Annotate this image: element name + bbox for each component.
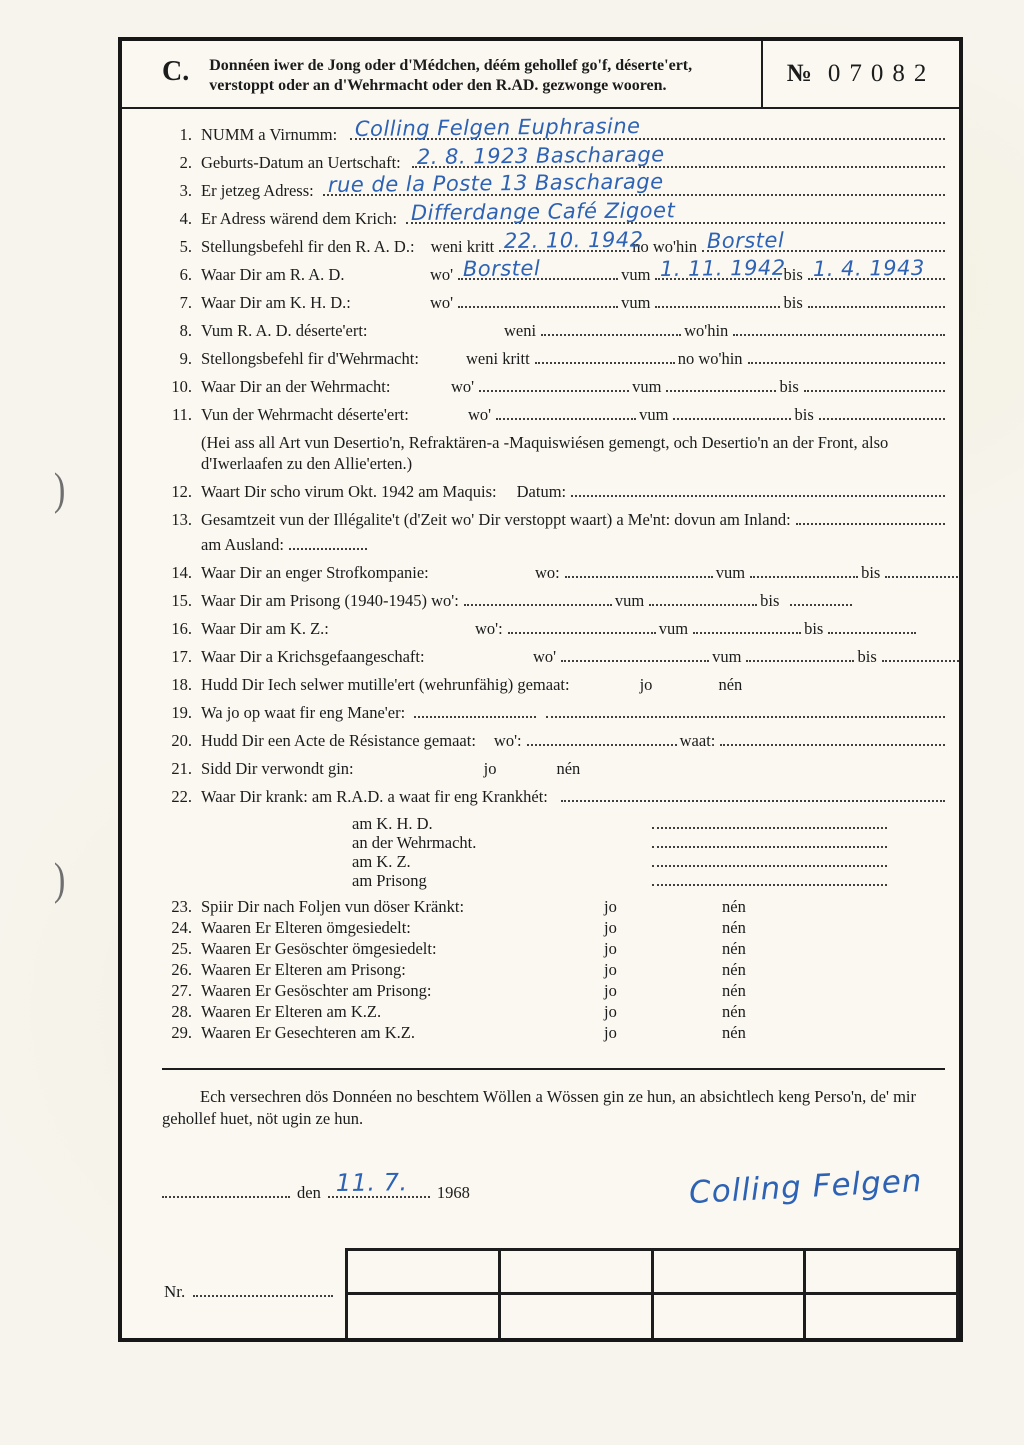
- handwritten-entry: 22. 10. 1942: [504, 227, 644, 253]
- dotted-line: [571, 485, 945, 497]
- answer-line: [406, 198, 945, 225]
- form-row: [162, 1023, 945, 1042]
- printed-label: bis: [804, 619, 824, 639]
- dotted-line: [527, 734, 677, 746]
- dotted-line: [464, 594, 612, 606]
- form-row: [162, 759, 945, 779]
- item-number: 4.: [179, 208, 192, 228]
- row-content: [201, 377, 945, 397]
- dotted-line: [652, 836, 887, 848]
- printed-label: Waaren Er Elteren am Prisong:: [201, 960, 406, 980]
- printed-label: am K. Z.: [352, 852, 411, 872]
- row-content: [201, 482, 945, 502]
- dotted-line: [541, 324, 681, 336]
- printed-label: Er jetzeg Adress:: [201, 180, 314, 200]
- item-number: 7.: [179, 292, 192, 312]
- item-number: 23.: [171, 897, 192, 917]
- form-row: [162, 918, 945, 937]
- printed-label: Waar Dir am R. A. D.: [201, 264, 345, 284]
- item-number: 13.: [171, 510, 192, 530]
- table-cell: [348, 1295, 501, 1339]
- form-header: [122, 41, 959, 109]
- form-row: [162, 591, 945, 611]
- answer-line: [702, 228, 945, 253]
- printed-label: bis: [783, 292, 803, 312]
- printed-label: Waar Dir a Krichsgefaangeschaft:: [201, 647, 425, 667]
- form-row: [162, 377, 945, 397]
- row-content: [201, 1023, 945, 1042]
- option-label: jo: [604, 981, 617, 1001]
- form-row: [162, 227, 945, 257]
- row-content: [201, 563, 945, 583]
- option-label: nén: [722, 981, 746, 1001]
- printed-label: an der Wehrmacht.: [352, 833, 477, 853]
- dotted-line: [666, 380, 776, 392]
- printed-label: Waar Dir an der Wehrmacht:: [201, 376, 391, 396]
- printed-label: bis: [783, 264, 803, 284]
- form-row: [162, 349, 945, 369]
- item-number: 17.: [171, 647, 192, 667]
- item-number: 29.: [171, 1023, 192, 1043]
- bottom-table: [345, 1248, 959, 1338]
- printed-label: Geburts-Datum an Uertschaft:: [201, 152, 401, 172]
- table-cell: [501, 1295, 654, 1339]
- table-cell: [806, 1295, 959, 1339]
- spacer: [501, 773, 553, 774]
- item-number: 5.: [179, 236, 192, 256]
- form-row: [162, 872, 945, 890]
- form-frame: [118, 37, 963, 1342]
- item-number: 12.: [171, 482, 192, 502]
- spacer: [201, 828, 349, 829]
- dotted-line: [508, 622, 656, 634]
- spacer: [201, 847, 349, 848]
- row-content: [201, 787, 945, 807]
- printed-label: nén: [718, 675, 743, 695]
- spacer: [201, 885, 349, 886]
- printed-label: wo': [533, 647, 557, 667]
- row-content: [201, 321, 945, 341]
- dotted-line: [535, 352, 675, 364]
- dotted-line: [750, 566, 858, 578]
- printed-label: Vum R. A. D. déserte'ert:: [201, 320, 368, 340]
- item-number: 21.: [171, 759, 192, 779]
- printed-label: Er Adress wärend dem Krich:: [201, 208, 398, 228]
- declaration-text: Ech versechren dös Donnéen no beschtem Wöllen a Wössen gin ze hun, an absichtlech keng Perso'n, de' mir gehollef huet, nöt ugin ze hun.: [162, 1087, 917, 1129]
- printed-label: Sidd Dir verwondt gin:: [201, 759, 354, 779]
- printed-label: no wo'hin: [632, 236, 698, 256]
- dotted-line: [561, 650, 709, 662]
- dotted-line: [673, 408, 791, 420]
- row-content: [201, 759, 945, 779]
- dotted-line: [720, 734, 945, 746]
- item-number: 3.: [179, 180, 192, 200]
- dotted-line: [496, 408, 636, 420]
- item-number: 20.: [171, 731, 192, 751]
- form-row: [162, 1002, 945, 1021]
- punch-hole-mark: ): [53, 463, 66, 514]
- table-cell: [654, 1251, 807, 1295]
- row-content: [201, 510, 945, 530]
- form-row: [162, 731, 945, 751]
- item-number: 2.: [179, 152, 192, 172]
- footer-divider: [162, 1068, 945, 1070]
- option-label: jo: [604, 1002, 617, 1022]
- numero-sign: №: [786, 59, 812, 87]
- header-description: Donnéen iwer de Jong oder d'Médchen, déém gehollef go'f, déserte'ert, verstoppt oder an d'Wehrmacht oder den R.AD. gezwonge wooren.: [209, 57, 693, 95]
- form-row: [162, 563, 945, 583]
- printed-label: Gesamtzeit vun der Illégalite't (d'Zeit wo' Dir verstoppt waart) a Me'nt: dovun am Inland:: [201, 510, 791, 530]
- option-label: nén: [722, 960, 746, 980]
- spacer: [536, 717, 546, 718]
- item-number: 14.: [171, 563, 192, 583]
- form-row: [162, 198, 945, 229]
- printed-label: jo: [483, 759, 497, 779]
- form-row: [162, 853, 945, 871]
- form-row: [162, 787, 945, 807]
- dotted-line: [882, 650, 963, 662]
- dotted-line: [655, 296, 780, 308]
- form-row: [162, 535, 945, 555]
- form-row: [162, 321, 945, 341]
- form-row: [162, 113, 945, 145]
- printed-label: wo': [468, 404, 492, 424]
- row-content: [201, 731, 945, 751]
- form-row: [162, 293, 945, 313]
- form-row: [162, 960, 945, 979]
- handwritten-entry: 2. 8. 1923 Bascharage: [416, 142, 665, 169]
- item-number: 11.: [171, 404, 192, 424]
- printed-label: weni: [504, 320, 537, 340]
- answer-line: [350, 113, 945, 141]
- form-row: [162, 647, 945, 667]
- item-number: 26.: [171, 960, 192, 980]
- section-letter: C.: [162, 56, 190, 87]
- printed-label: bis: [779, 376, 799, 396]
- dotted-line: [746, 650, 854, 662]
- printed-label: Waaren Er Gesöschter am Prisong:: [201, 981, 432, 1001]
- row-content: [201, 1002, 945, 1021]
- handwritten-entry: 1. 11. 1942: [660, 255, 787, 281]
- date-prefix: den: [297, 1182, 321, 1202]
- row-content: [201, 981, 945, 1000]
- table-cell: [348, 1251, 501, 1295]
- row-content: [201, 960, 945, 979]
- row-content: [201, 897, 945, 916]
- item-number: 8.: [179, 320, 192, 340]
- table-cell: [806, 1251, 959, 1295]
- printed-label: am K. H. D.: [352, 814, 433, 834]
- printed-label: Stellongsbefehl fir d'Wehrmacht:: [201, 348, 419, 368]
- item-number: 25.: [171, 939, 192, 959]
- handwritten-date: 11. 7.: [335, 1167, 408, 1197]
- printed-label: weni kritt: [430, 236, 495, 256]
- row-content: [201, 815, 945, 833]
- dotted-line: [748, 352, 945, 364]
- printed-label: wo':: [475, 619, 503, 639]
- printed-label: Waar Dir am K. Z.:: [201, 619, 329, 639]
- row-content: [201, 853, 945, 871]
- spacer: [657, 689, 715, 690]
- row-content: [201, 918, 945, 937]
- handwritten-entry: Differdange Café Zigoet: [410, 198, 676, 225]
- form-row: [162, 939, 945, 958]
- spacer: [359, 773, 481, 774]
- handwritten-entry: Borstel: [462, 256, 541, 281]
- printed-label: wo':: [493, 731, 522, 751]
- printed-label: Hudd Dir Iech selwer mutille'ert (wehrunfähig) gemaat:: [201, 675, 570, 695]
- form-row: [162, 897, 945, 916]
- spacer: [481, 745, 491, 746]
- option-label: nén: [722, 1002, 746, 1022]
- dotted-line: [733, 324, 945, 336]
- dotted-line: [414, 706, 536, 718]
- date-year: 1968: [436, 1182, 470, 1202]
- form-row: [162, 510, 945, 530]
- form-body: [122, 109, 959, 1203]
- option-label: jo: [604, 1023, 617, 1043]
- row-content: [201, 675, 945, 695]
- dotted-line: [693, 622, 801, 634]
- spacer: [201, 866, 349, 867]
- option-label: nén: [722, 939, 746, 959]
- dotted-line: [808, 296, 945, 308]
- dotted-line: [561, 790, 945, 802]
- item-number: 28.: [171, 1002, 192, 1022]
- printed-label: Hudd Dir een Acte de Résistance gemaat:: [201, 731, 476, 751]
- form-row: [162, 482, 945, 502]
- spacer: [553, 801, 561, 802]
- form-row: [162, 675, 945, 695]
- row-content: [201, 619, 945, 639]
- row-content: [201, 293, 945, 313]
- printed-label: Stellungsbefehl fir den R. A. D.:: [201, 236, 415, 256]
- printed-label: (Hei ass all Art vun Desertio'n, Refraktären-a -Maquiswiésen gemengt, och Desertio'n an der Front, also d'Iwerlaafen zu den Allie'erten.): [201, 432, 889, 473]
- row-content: [201, 834, 945, 852]
- printed-label: no wo'hin: [677, 348, 743, 368]
- row-content: [201, 872, 945, 890]
- printed-label: Waart Dir scho virum Okt. 1942 am Maquis:: [201, 482, 497, 502]
- item-number: 18.: [171, 675, 192, 695]
- dotted-line: [565, 566, 713, 578]
- printed-label: Waar Dir krank: am R.A.D. a waat fir eng Krankhét:: [201, 787, 548, 807]
- row-content: [201, 405, 945, 425]
- printed-label: wo': [430, 292, 454, 312]
- printed-label: wo:: [535, 563, 560, 583]
- item-number: 15.: [171, 591, 192, 611]
- dotted-line: [162, 1186, 290, 1198]
- form-row: [162, 981, 945, 1000]
- printed-label: wo': [430, 264, 454, 284]
- form-row: [162, 169, 945, 201]
- printed-label: bis: [760, 591, 780, 611]
- printed-label: NUMM a Virnumm:: [201, 124, 338, 144]
- printed-label: Waaren Er Gesechteren am K.Z.: [201, 1023, 415, 1043]
- row-content: [201, 647, 945, 667]
- serial-number: 07082: [827, 59, 936, 87]
- option-label: jo: [604, 897, 617, 917]
- row-content: [201, 939, 945, 958]
- row-content: [201, 227, 945, 257]
- printed-label: am Ausland:: [201, 535, 284, 555]
- printed-label: Waar Dir an enger Strofkompanie:: [201, 563, 429, 583]
- spacer: [502, 496, 514, 497]
- row-content: [201, 591, 945, 611]
- dotted-line: [885, 566, 963, 578]
- form-row: [162, 703, 945, 723]
- dotted-line: [819, 408, 945, 420]
- item-number: 16.: [171, 619, 192, 639]
- dotted-line: [479, 380, 629, 392]
- handwritten-signature: Colling Felgen: [688, 1162, 924, 1212]
- printed-label: vum: [621, 292, 651, 312]
- option-label: nén: [722, 897, 746, 917]
- handwritten-entry: Colling Felgen Euphrasine: [354, 113, 641, 141]
- form-row: [162, 815, 945, 833]
- answer-line: [808, 255, 945, 281]
- handwritten-entry: rue de la Poste 13 Bascharage: [327, 169, 664, 197]
- printed-label: vum: [639, 404, 669, 424]
- punch-hole-mark: ): [53, 853, 66, 904]
- dotted-line: [649, 594, 757, 606]
- printed-label: Vun der Wehrmacht déserte'ert:: [201, 404, 409, 424]
- dotted-line: [828, 622, 916, 634]
- nr-line: [164, 1282, 333, 1302]
- printed-label: Spiir Dir nach Foljen vun döser Kränkt:: [201, 897, 465, 917]
- printed-label: vum: [621, 264, 651, 284]
- item-number: 27.: [171, 981, 192, 1001]
- printed-label: Waar Dir am K. H. D.:: [201, 292, 351, 312]
- printed-label: Datum:: [516, 482, 567, 502]
- printed-label: am Prisong: [352, 871, 427, 891]
- dotted-line: [804, 380, 945, 392]
- form-row: [162, 619, 945, 639]
- printed-label: vum: [712, 647, 742, 667]
- spacer: [575, 689, 637, 690]
- dotted-line: [652, 817, 887, 829]
- printed-label: Waaren Er Elteren ömgesiedelt:: [201, 918, 411, 938]
- item-number: 9.: [179, 348, 192, 368]
- dotted-line: [652, 874, 887, 886]
- dotted-line: [289, 538, 367, 550]
- row-content: [201, 169, 945, 201]
- printed-label: vum: [658, 619, 689, 639]
- answer-line: [655, 255, 787, 281]
- printed-label: bis: [794, 404, 814, 424]
- printed-label: bis: [857, 647, 877, 667]
- dotted-line: [790, 594, 852, 606]
- printed-label: vum: [715, 563, 746, 583]
- item-number: 6.: [179, 264, 192, 284]
- row-content: [201, 113, 945, 145]
- dotted-line: [546, 706, 945, 718]
- dotted-line: [796, 513, 945, 525]
- answer-line: [499, 227, 644, 253]
- handwritten-entry: 1. 4. 1943: [812, 255, 925, 281]
- header-left: [122, 41, 761, 107]
- row-content: [201, 349, 945, 369]
- printed-label: bis: [861, 563, 881, 583]
- form-row: [162, 405, 945, 425]
- form-row: [162, 255, 945, 285]
- date-answer-line: [328, 1167, 430, 1198]
- row-content: [201, 703, 945, 723]
- row-content: [201, 198, 945, 229]
- table-cell: [654, 1295, 807, 1339]
- form-row: [162, 834, 945, 852]
- printed-label: nén: [556, 759, 581, 779]
- row-content: [201, 433, 945, 474]
- printed-label: vum: [614, 591, 645, 611]
- option-label: nén: [722, 1023, 746, 1043]
- table-cell: [501, 1251, 654, 1295]
- option-label: nén: [722, 918, 746, 938]
- printed-label: jo: [639, 675, 653, 695]
- printed-label: weni kritt: [466, 348, 530, 368]
- form-row: [162, 433, 945, 474]
- dotted-line: [458, 296, 618, 308]
- form-rows: [162, 113, 945, 1043]
- item-number: 24.: [171, 918, 192, 938]
- spacer: [420, 251, 428, 252]
- printed-label: vum: [632, 376, 662, 396]
- item-number: 19.: [171, 703, 192, 723]
- printed-label: Waaren Er Elteren am K.Z.: [201, 1002, 382, 1022]
- printed-label: Waaren Er Gesöschter ömgesiedelt:: [201, 939, 437, 959]
- printed-label: Wa jo op waat fir eng Mane'er:: [201, 703, 406, 723]
- printed-label: waat:: [679, 731, 716, 751]
- printed-label: Waar Dir am Prisong (1940-1945) wo':: [201, 591, 459, 611]
- dotted-line: [193, 1285, 333, 1297]
- option-label: jo: [604, 960, 617, 980]
- row-content: [201, 255, 945, 285]
- printed-label: wo'hin: [684, 320, 729, 340]
- answer-line: [323, 169, 945, 197]
- item-number: 1.: [179, 124, 192, 144]
- answer-line: [412, 142, 945, 169]
- option-label: jo: [604, 918, 617, 938]
- dotted-line: [652, 855, 887, 867]
- option-label: jo: [604, 939, 617, 959]
- nr-label: Nr.: [164, 1282, 186, 1301]
- item-number: 22.: [171, 787, 192, 807]
- item-number: 10.: [171, 376, 192, 396]
- answer-line: [458, 256, 618, 281]
- row-content: [201, 535, 945, 555]
- serial-number-box: [761, 41, 959, 107]
- handwritten-entry: Borstel: [706, 228, 785, 253]
- printed-label: wo': [451, 376, 475, 396]
- spacer: [342, 139, 350, 140]
